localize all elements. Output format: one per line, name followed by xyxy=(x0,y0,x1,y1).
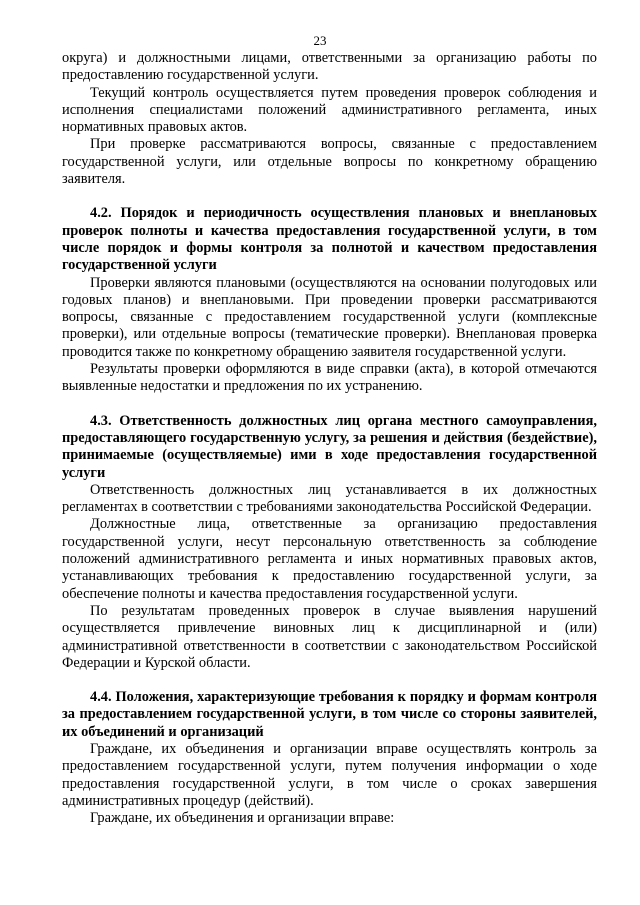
paragraph: Проверки являются плановыми (осуществляются на основании полугодовых или годовых планов) и внеплановыми. При проведении проверки рассматриваются вопросы, связанные с предоставлением государственной услуги (комплексные проверки), или отдельные вопросы (тематические проверки). Внеплановая проверка проводится также по конкретному обращению заявителя государственной услуги. xyxy=(62,274,597,360)
section-heading-4-2: 4.2. Порядок и периодичность осуществления плановых и внеплановых проверок полноты и качества предоставления государственной услуги, в том числе порядок и формы контроля за полнотой и качеством предоставления государственной услуги xyxy=(62,205,597,274)
paragraph: Результаты проверки оформляются в виде справки (акта), в которой отмечаются выявленные недостатки и предложения по их устранению. xyxy=(62,361,597,395)
paragraph: При проверке рассматриваются вопросы, связанные с предоставлением государственной услуги, или отдельные вопросы по конкретному обращению заявителя. xyxy=(62,136,597,188)
document-body xyxy=(62,50,597,827)
paragraph: Граждане, их объединения и организации вправе осуществлять контроль за предоставлением государственной услуги, путем получения информации о ходе предоставления государственной услуги, в том числе о сроках завершения административных процедур (действий). xyxy=(62,740,597,809)
paragraph: Текущий контроль осуществляется путем проведения проверок соблюдения и исполнения специалистами положений административного регламента, иных нормативных правовых актов. xyxy=(62,84,597,136)
paragraph: Должностные лица, ответственные за организацию предоставления государственной услуги, несут персональную ответственность за соблюдение положений административного регламента и иных нормативных правовых актов, устанавливающих требования к предоставлению государственной услуги, за обеспечение полноты и качества предоставления государственной услуги. xyxy=(62,516,597,602)
paragraph: округа) и должностными лицами, ответственными за организацию работы по предоставлению государственной услуги. xyxy=(62,50,597,84)
paragraph: По результатам проведенных проверок в случае выявления нарушений осуществляется привлечение виновных лиц к дисциплинарной и (или) административной ответственности в соответствии с законодательством Российской Федерации и Курской области. xyxy=(62,602,597,671)
paragraph: Граждане, их объединения и организации вправе: xyxy=(90,810,395,827)
paragraph: Ответственность должностных лиц устанавливается в их должностных регламентах в соответствии с требованиями законодательства Российской Федерации. xyxy=(62,481,597,516)
section-heading-4-3: 4.3. Ответственность должностных лиц органа местного самоуправления, предоставляющего государственную услугу, за решения и действия (бездействие), принимаемые (осуществляемые) ими в ходе предоставления государственной услуги xyxy=(62,412,597,481)
page-number: 23 xyxy=(313,33,327,48)
section-heading-4-4: 4.4. Положения, характеризующие требования к порядку и формам контроля за предоставлением государственной услуги, в том числе со стороны заявителей, их объединений и организаций xyxy=(62,689,597,740)
